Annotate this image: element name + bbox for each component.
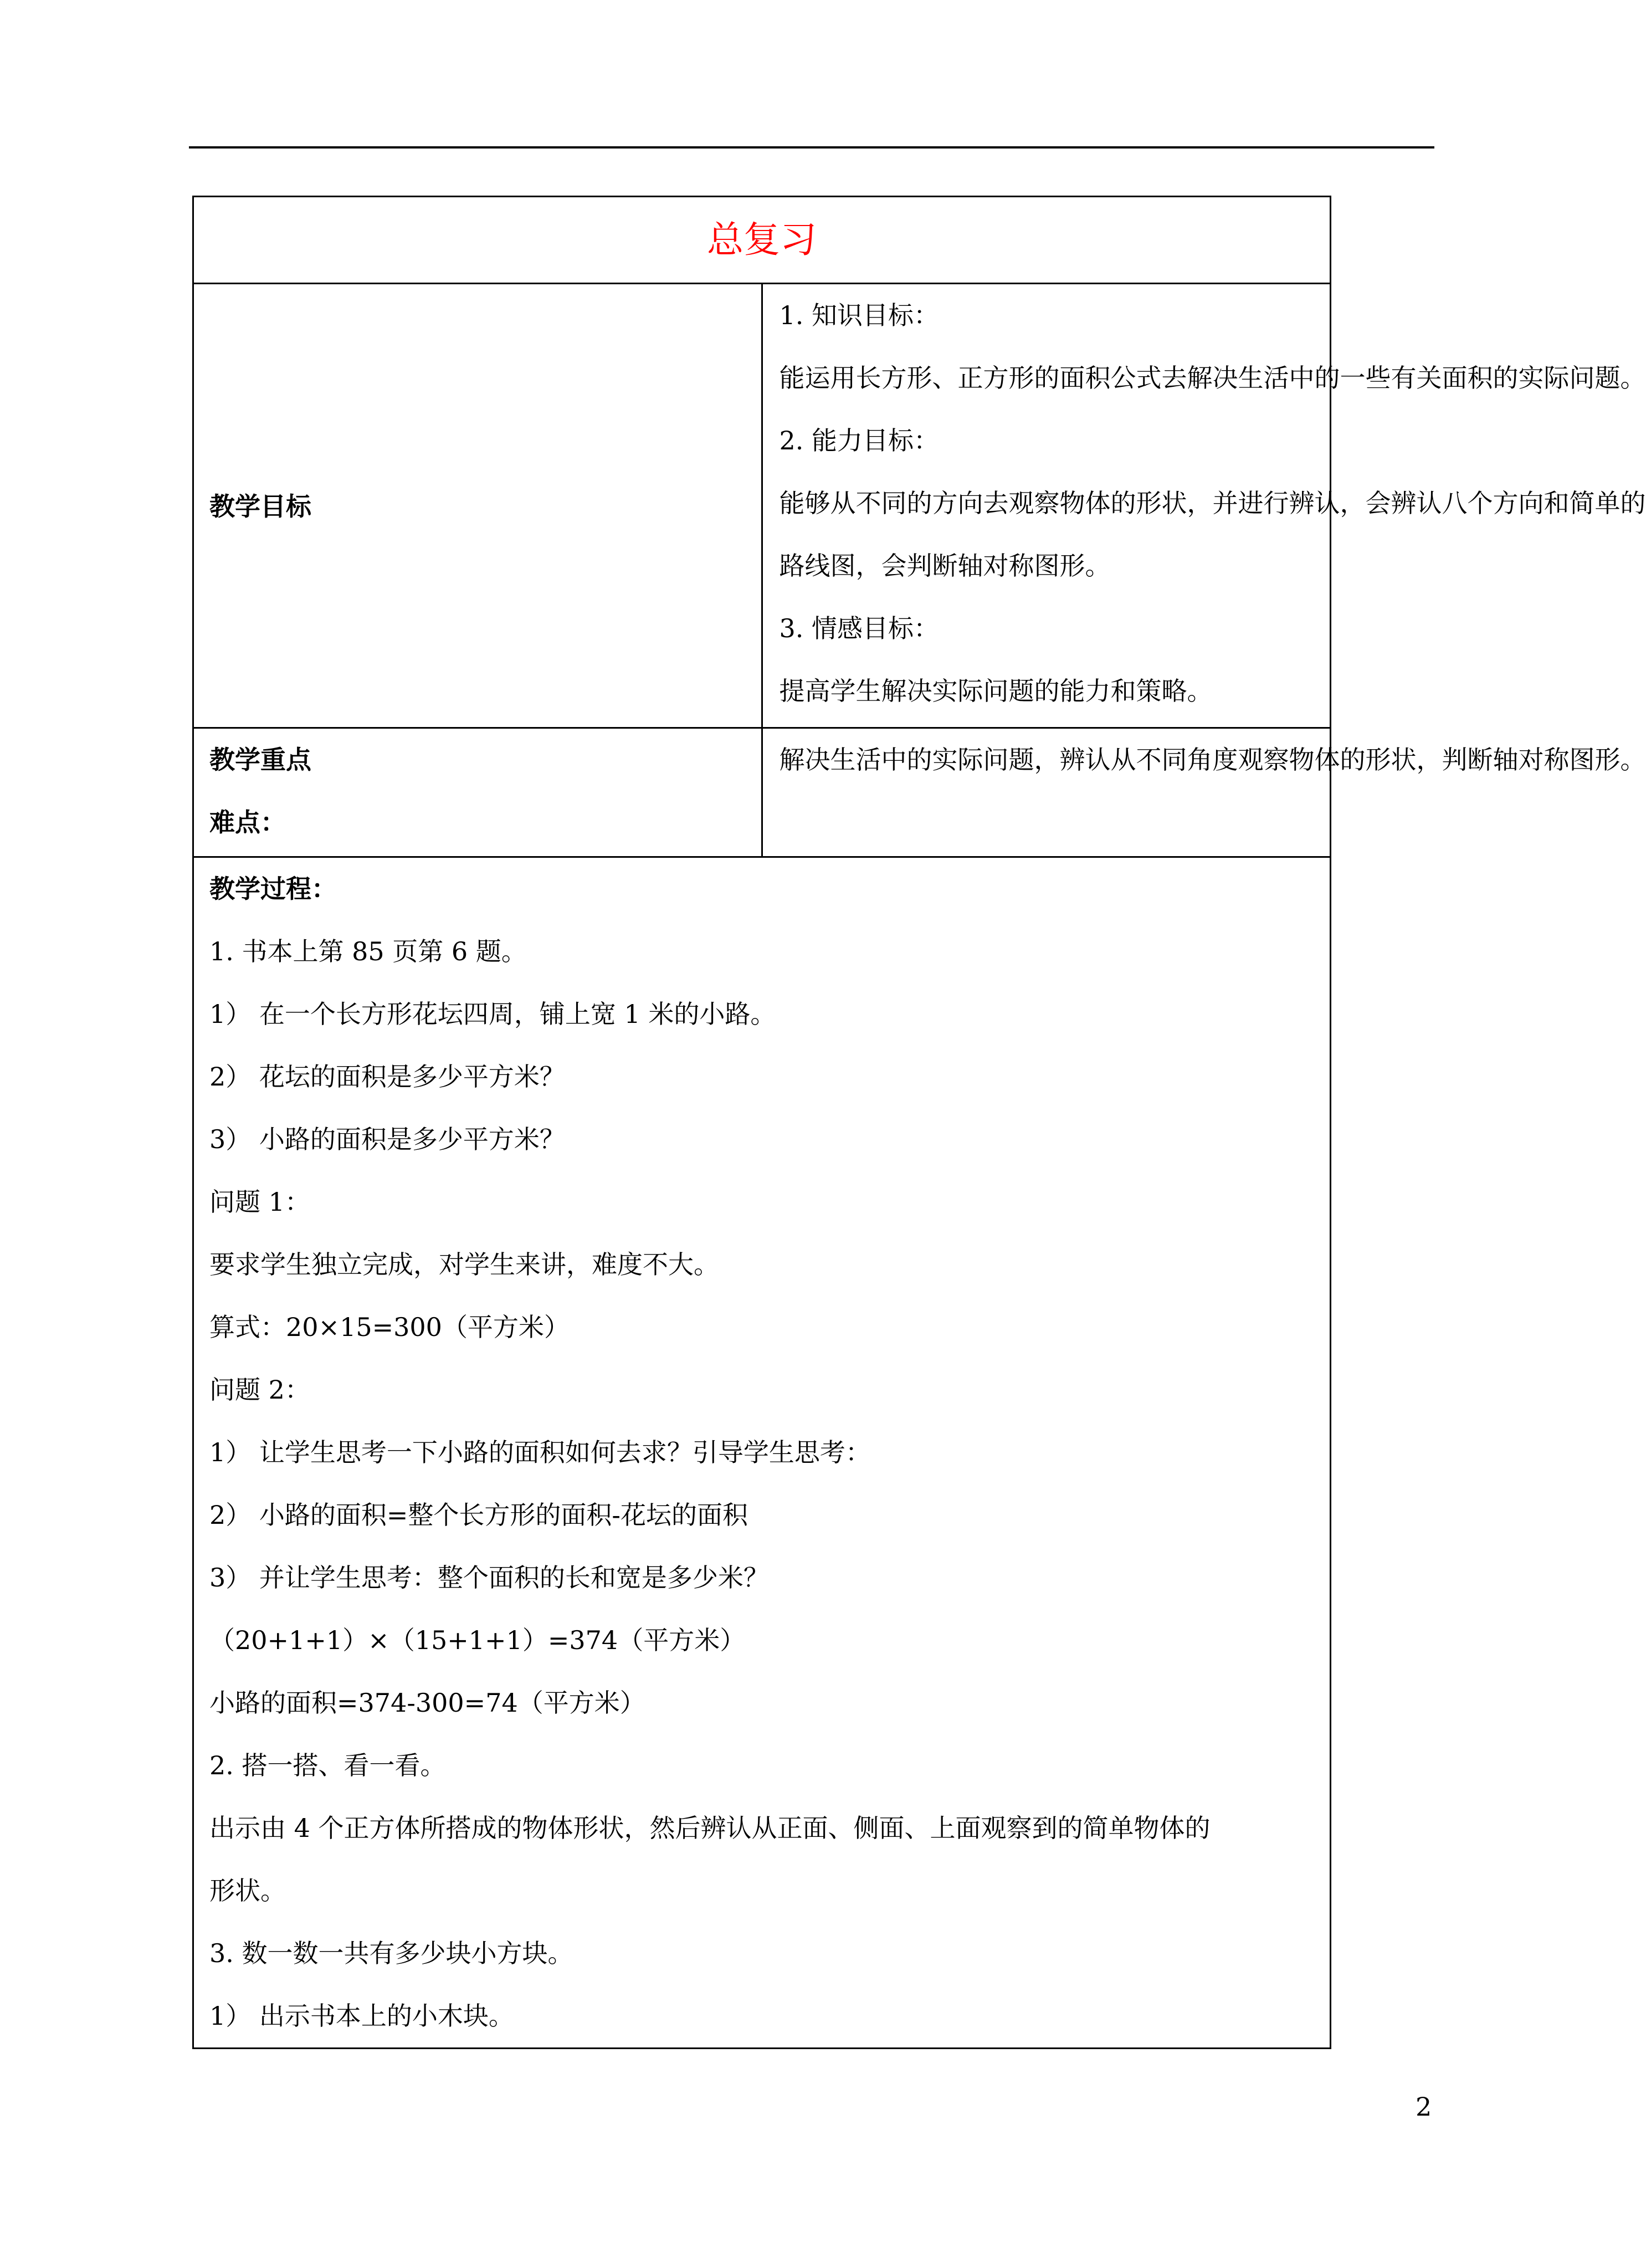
process-line: 小路的面积=374-300=74（平方米） <box>209 1688 645 1718</box>
key-points-content-cell <box>762 728 1646 857</box>
process-line: 形状。 <box>209 1876 286 1906</box>
key-points-text: 解决生活中的实际问题，辨认从不同角度观察物体的形状，判断轴对称图形。 <box>779 745 1646 775</box>
process-line: 问题 1： <box>209 1187 310 1217</box>
goals-label-cell <box>193 284 762 728</box>
process-line: 要求学生独立完成，对学生来讲，难度不大。 <box>209 1250 719 1279</box>
process-line: 1） 出示书本上的小木块。 <box>209 2001 514 2031</box>
process-line: 2. 搭一搭、看一看。 <box>209 1750 446 1780</box>
process-line: 1. 书本上第 85 页第 6 题。 <box>209 936 527 966</box>
key-points-label-cell <box>193 728 762 857</box>
lesson-title: 总复习 <box>707 218 817 261</box>
key-points-label: 教学重点 <box>209 745 311 775</box>
goal-line: 能运用长方形、正方形的面积公式去解决生活中的一些有关面积的实际问题。 <box>779 363 1646 393</box>
process-line: 3） 并让学生思考：整个面积的长和宽是多少米？ <box>209 1563 769 1593</box>
key-points-label-continued: 难点： <box>209 807 286 837</box>
goal-line: 1. 知识目标： <box>779 300 940 330</box>
process-cell <box>193 857 1331 2049</box>
process-line: 3） 小路的面积是多少平方米？ <box>209 1124 565 1154</box>
process-line: 2） 花坛的面积是多少平方米？ <box>209 1062 565 1092</box>
process-line: 算式：20×15=300（平方米） <box>209 1312 570 1342</box>
goals-content-cell <box>762 284 1646 728</box>
process-line: （20+1+1）×（15+1+1）=374（平方米） <box>209 1625 746 1655</box>
process-line: 3. 数一数一共有多少块小方块。 <box>209 1938 573 1968</box>
goal-line: 2. 能力目标： <box>779 426 940 455</box>
process-line: 问题 2： <box>209 1375 310 1405</box>
goal-line: 3. 情感目标： <box>779 613 940 643</box>
process-line: 出示由 4 个正方体所搭成的物体形状，然后辨认从正面、侧面、上面观察到的简单物体的 <box>209 1813 1211 1843</box>
goal-line: 能够从不同的方向去观察物体的形状，并进行辨认，会辨认八个方向和简单的 <box>779 488 1646 518</box>
lesson-plan-table <box>192 196 1646 2049</box>
page-number: 2 <box>1416 2092 1432 2122</box>
process-line: 1） 让学生思考一下小路的面积如何去求？引导学生思考： <box>209 1437 871 1467</box>
goals-label: 教学目标 <box>209 492 311 521</box>
goal-line: 路线图，会判断轴对称图形。 <box>779 551 1111 581</box>
process-line: 1） 在一个长方形花坛四周，铺上宽 1 米的小路。 <box>209 999 776 1029</box>
process-line: 2） 小路的面积=整个长方形的面积-花坛的面积 <box>209 1500 748 1530</box>
goal-line: 提高学生解决实际问题的能力和策略。 <box>779 676 1213 706</box>
title-cell <box>193 197 1331 284</box>
process-heading: 教学过程： <box>209 874 337 904</box>
header-rule <box>189 146 1434 149</box>
